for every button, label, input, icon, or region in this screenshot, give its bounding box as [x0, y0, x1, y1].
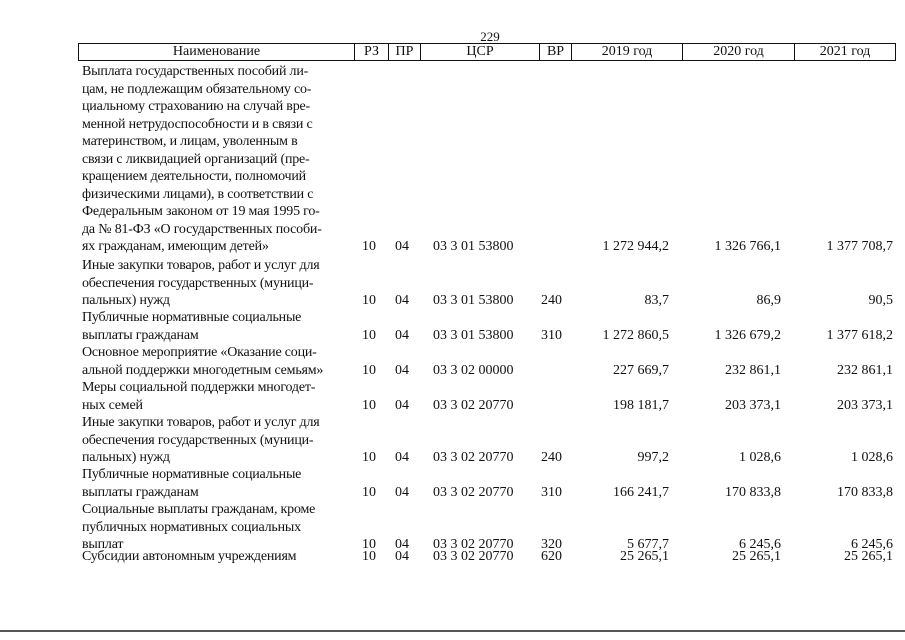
row-name-line: обеспечения государственных (муници-	[82, 432, 314, 448]
row-y2019: 1 272 944,2	[602, 239, 669, 254]
row-name-line: Меры социальной поддержки многодет-	[82, 380, 316, 395]
row-name-line: выплаты гражданам	[82, 484, 199, 500]
row-name-line: обеспечения государственных (муници-	[82, 275, 314, 291]
row-name	[82, 309, 352, 344]
row-pr: 04	[395, 239, 409, 254]
row-csr: 03 3 02 20770	[433, 549, 514, 564]
row-csr: 03 3 02 20770	[433, 397, 514, 413]
row-name-line: публичных нормативных социальных	[82, 519, 301, 535]
row-name-line: да № 81-ФЗ «О государственных пособи-	[82, 221, 322, 237]
row-pr: 04	[395, 450, 409, 465]
row-name	[82, 63, 352, 256]
row-y2019: 1 272 860,5	[602, 327, 669, 343]
row-name-line: физическими лицами), в соответствии с	[82, 186, 314, 202]
row-name-line: циальному страхованию на случай вре-	[82, 99, 310, 114]
row-name	[82, 501, 352, 554]
row-name-line: пальных) нужд	[82, 450, 170, 465]
row-csr: 03 3 02 20770	[433, 450, 514, 465]
row-vr: 310	[541, 327, 562, 343]
row-name	[82, 344, 352, 379]
row-name-line: Публичные нормативные социальные	[82, 467, 302, 482]
row-name-line: Субсидии автономным учреждениям	[82, 549, 297, 564]
row-name-line: ях гражданам, имеющим детей»	[82, 239, 269, 254]
row-vr: 310	[541, 484, 562, 500]
row-y2020: 25 265,1	[732, 549, 781, 564]
row-y2020: 6 245,6	[739, 537, 781, 552]
row-pr: 04	[395, 549, 409, 564]
row-y2021: 1 028,6	[851, 450, 893, 465]
row-y2020: 1 028,6	[739, 450, 781, 465]
row-y2020: 170 833,8	[725, 484, 781, 500]
row-pr: 04	[395, 397, 409, 413]
row-csr: 03 3 01 53800	[433, 239, 514, 254]
row-rz: 10	[362, 293, 376, 308]
row-y2021: 1 377 618,2	[826, 327, 893, 343]
row-vr: 240	[541, 293, 562, 308]
header-pr: ПР	[389, 44, 421, 60]
row-y2019: 227 669,7	[613, 362, 669, 378]
row-name	[82, 379, 352, 414]
row-name-line: Основное мероприятие «Оказание соци-	[82, 345, 317, 360]
row-vr: 240	[541, 450, 562, 465]
header-2020: 2020 год	[683, 44, 795, 60]
row-rz: 10	[362, 327, 376, 343]
row-y2020: 1 326 766,1	[714, 239, 781, 254]
row-name	[82, 414, 352, 467]
row-name-line: цам, не подлежащим обязательному со-	[82, 81, 312, 97]
row-y2020: 203 373,1	[725, 397, 781, 413]
row-name-line: Иные закупки товаров, работ и услуг для	[82, 415, 320, 430]
page-bottom-rule	[0, 630, 905, 632]
row-rz: 10	[362, 397, 376, 413]
row-name-line: материнством, и лицам, уволенным в	[82, 134, 298, 149]
row-name-line: пальных) нужд	[82, 293, 170, 308]
row-name	[82, 257, 352, 310]
row-y2019: 5 677,7	[627, 537, 669, 552]
row-name	[82, 466, 352, 501]
row-name-line: выплаты гражданам	[82, 327, 199, 343]
row-name-line: менной нетрудоспособности и в связи с	[82, 116, 313, 132]
row-y2021: 6 245,6	[851, 537, 893, 552]
header-2019: 2019 год	[572, 44, 683, 60]
row-rz: 10	[362, 537, 376, 552]
row-vr: 320	[541, 537, 562, 552]
row-rz: 10	[362, 549, 376, 564]
row-name-line: связи с ликвидацией организаций (пре-	[82, 151, 310, 167]
row-y2021: 25 265,1	[844, 549, 893, 564]
row-name-line: кращением деятельности, полномочий	[82, 169, 306, 184]
row-csr: 03 3 01 53800	[433, 327, 514, 343]
row-y2020: 1 326 679,2	[714, 327, 781, 343]
row-rz: 10	[362, 239, 376, 254]
row-rz: 10	[362, 362, 376, 378]
row-y2019: 166 241,7	[613, 484, 669, 500]
row-csr: 03 3 02 20770	[433, 537, 514, 552]
row-name	[82, 548, 352, 566]
row-pr: 04	[395, 327, 409, 343]
row-pr: 04	[395, 362, 409, 378]
row-y2021: 170 833,8	[837, 484, 893, 500]
row-vr: 620	[541, 549, 562, 564]
row-name-line: выплат	[82, 537, 124, 552]
row-y2020: 86,9	[756, 293, 781, 308]
row-name-line: Публичные нормативные социальные	[82, 310, 302, 325]
row-y2019: 997,2	[637, 450, 669, 465]
row-name-line: Федеральным законом от 19 мая 1995 го-	[82, 204, 320, 219]
row-pr: 04	[395, 484, 409, 500]
row-name-line: Социальные выплаты гражданам, кроме	[82, 502, 316, 517]
row-rz: 10	[362, 450, 376, 465]
row-rz: 10	[362, 484, 376, 500]
row-pr: 04	[395, 293, 409, 308]
row-csr: 03 3 02 20770	[433, 484, 514, 500]
header-csr: ЦСР	[421, 44, 540, 60]
row-pr: 04	[395, 537, 409, 552]
row-name-line: альной поддержки многодетным семьям»	[82, 362, 324, 378]
row-y2019: 25 265,1	[620, 549, 669, 564]
row-y2020: 232 861,1	[725, 362, 781, 378]
row-name-line: Иные закупки товаров, работ и услуг для	[82, 258, 320, 273]
row-y2021: 203 373,1	[837, 397, 893, 413]
row-y2021: 232 861,1	[837, 362, 893, 378]
header-2021: 2021 год	[819, 44, 871, 59]
page-number: 229	[480, 29, 500, 44]
row-y2019: 198 181,7	[613, 397, 669, 413]
row-y2019: 83,7	[644, 293, 669, 308]
row-name-line: Выплата государственных пособий ли-	[82, 64, 309, 79]
row-name-line: ных семей	[82, 397, 143, 413]
header-name: Наименование	[79, 44, 355, 60]
header-rz: РЗ	[355, 44, 389, 60]
row-csr: 03 3 02 00000	[433, 362, 514, 378]
row-y2021: 90,5	[868, 293, 893, 308]
row-csr: 03 3 01 53800	[433, 293, 514, 308]
row-y2021: 1 377 708,7	[826, 239, 893, 254]
header-vr: ВР	[540, 44, 572, 60]
